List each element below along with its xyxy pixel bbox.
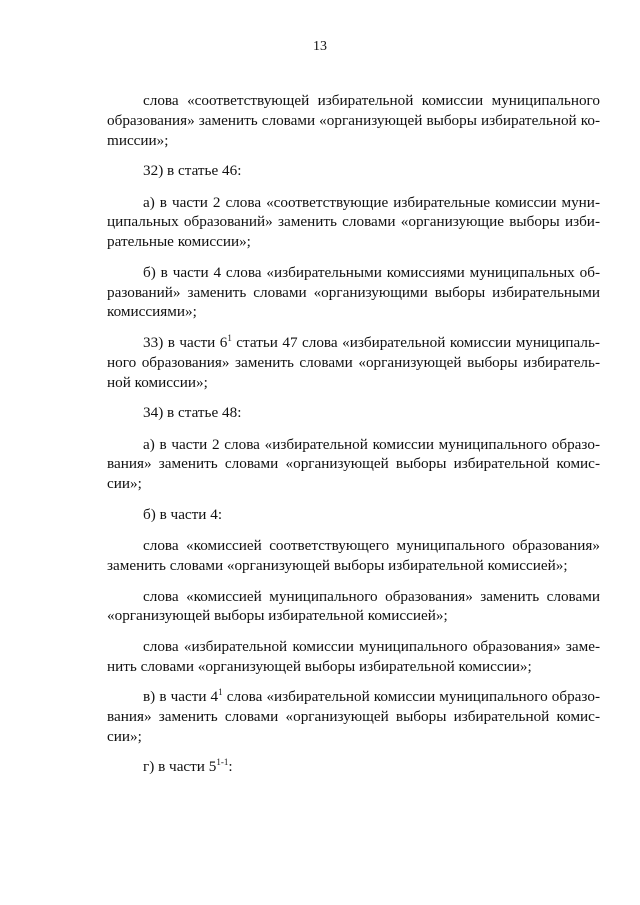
paragraph-text: : (228, 758, 233, 776)
paragraph: слова «соответствующей избирательной комиссии муниципального образования» заменить словами «организующей выборы избирательной коmиссии»; (107, 92, 600, 149)
paragraph: 32) в статье 46: (143, 162, 242, 180)
paragraph: слова «избирательной комиссии муниципального образования» заменить словами «организующей выборы избирательной комиссии»; (107, 637, 600, 675)
superscript: 1 (218, 687, 223, 698)
paragraph (107, 757, 600, 777)
superscript: 1-1 (216, 757, 229, 768)
paragraph: 34) в статье 48: (143, 404, 242, 422)
paragraph (107, 333, 600, 392)
paragraph (107, 687, 600, 746)
paragraph-text: слова «избирательной комиссии муниципального образования» заменить словами «организующей выборы избирательной комиссии»; (107, 688, 600, 745)
paragraph: слова «комиссией соответствующего муниципального образования» заменить словами «организующей выборы избирательной комиссией»; (107, 537, 600, 574)
paragraph-text: 33) в части 6 (143, 333, 228, 351)
page-number: 13 (313, 39, 327, 54)
paragraph: б) в части 4 слова «избирательными комиссиями муниципальных образований» заменить словами «организующими выборы избирательными комиссиями»; (107, 263, 600, 321)
superscript: 1 (227, 332, 232, 343)
paragraph: а) в части 2 слова «соответствующие избирательные комиссии муниципальных образований» заменить словами «организующие выборы избирательные комиссии»; (107, 193, 600, 251)
paragraph: слова «комиссией муниципального образования» заменить словами «организующей выборы избирательной комиссией»; (107, 587, 600, 625)
paragraph: а) в части 2 слова «избирательной комиссии муниципального образования» заменить словами «организующей выборы избирательной комиссии»; (107, 435, 600, 493)
paragraph: б) в части 4: (143, 505, 223, 523)
paragraph-text: в) в части 4 (143, 688, 219, 706)
document-body (107, 91, 600, 788)
paragraph-text: статьи 47 слова «избирательной комиссии муниципального образования» заменить словами «организующей выборы избирательной комиссии»; (107, 333, 600, 391)
paragraph-text: г) в части 5 (143, 758, 217, 776)
